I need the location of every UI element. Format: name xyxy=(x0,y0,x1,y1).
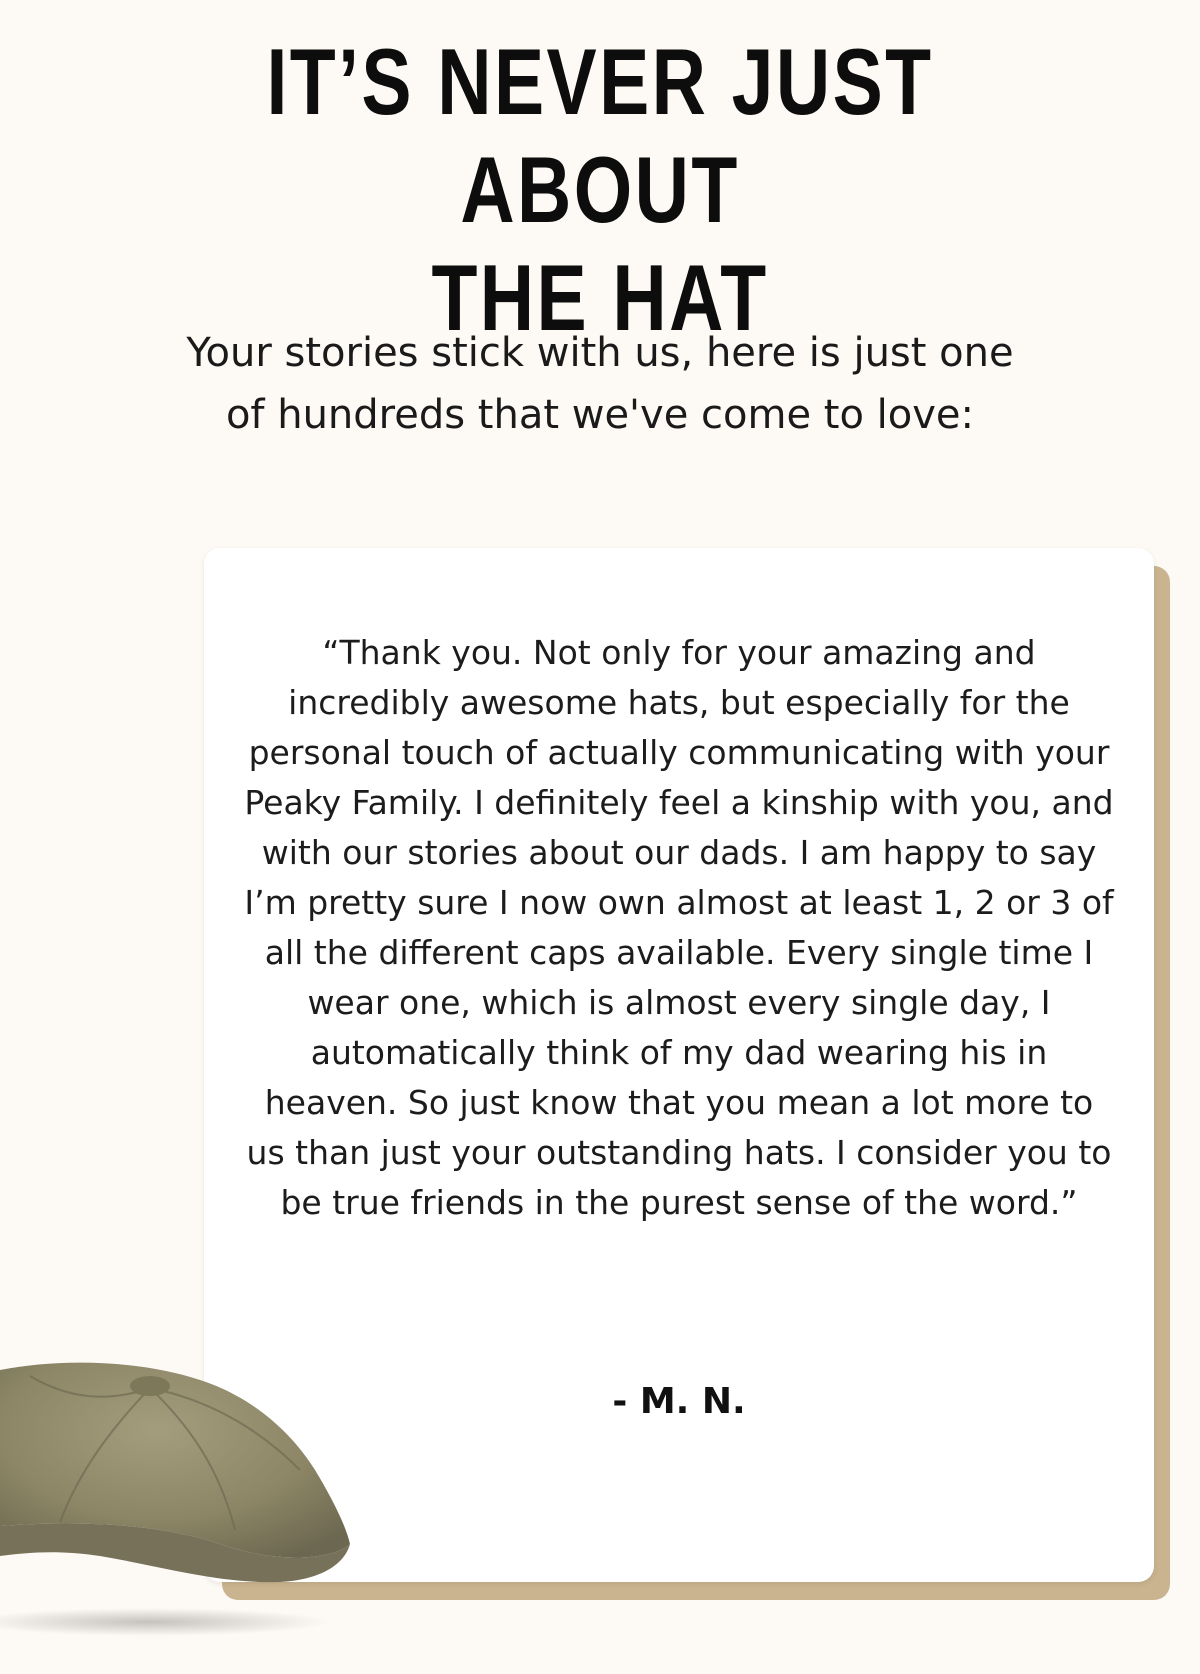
intro-line-1: Your stories stick with us, here is just one xyxy=(186,330,1014,376)
flat-cap-icon xyxy=(0,1330,360,1660)
intro-line-2: of hundreds that we've come to love: xyxy=(225,392,975,438)
page-title-line-2: THE HAT xyxy=(431,245,769,350)
page-title xyxy=(120,28,1080,352)
intro-text xyxy=(100,322,1100,446)
testimonial-quote: “Thank you. Not only for your amazing and incredibly awesome hats, but especially for the personal touch of actually communicating with your Peaky Family. I definitely feel a kinship with you, and with our stories about our dads. I am happy to say I’m pretty sure I now own almost at least 1, 2 or 3 of all the different caps available. Every single time I wear one, which is almost every single day, I automatically think of my dad wearing his in heaven. So just know that you mean a lot more to us than just your outstanding hats. I consider you to be true friends in the purest sense of the word.” xyxy=(244,633,1114,1222)
testimonial-author: - M. N. xyxy=(612,1381,746,1422)
page-title-line-1: IT’S NEVER JUST ABOUT xyxy=(266,29,934,242)
